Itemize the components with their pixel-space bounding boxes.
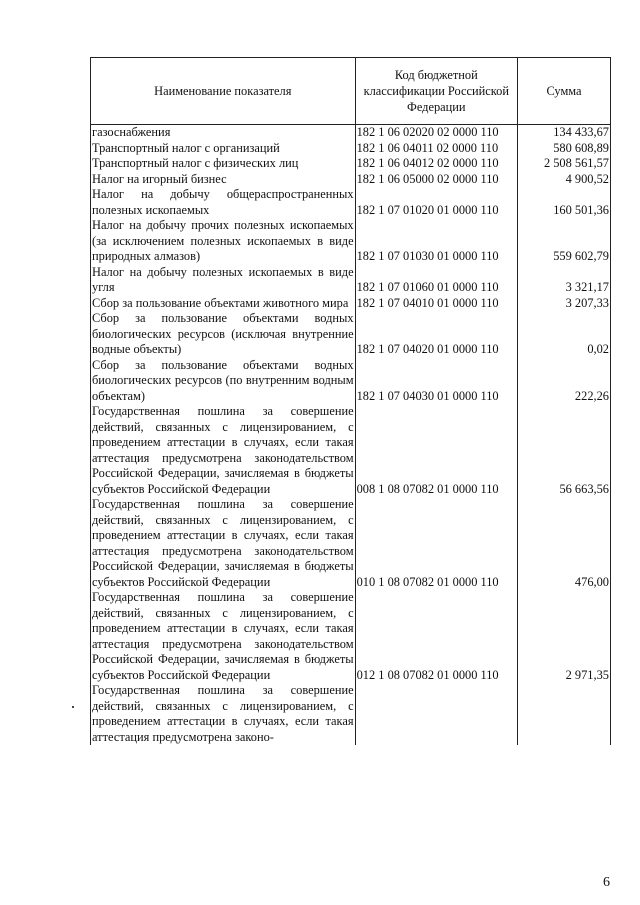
row-sum: 4 900,52 bbox=[518, 172, 611, 188]
row-name: Налог на игорный бизнес bbox=[91, 172, 356, 188]
row-sum: 160 501,36 bbox=[518, 187, 611, 218]
row-code: 182 1 07 04020 01 0000 110 bbox=[355, 311, 517, 358]
row-code bbox=[355, 683, 517, 745]
row-code: 182 1 07 04010 01 0000 110 bbox=[355, 296, 517, 312]
table-row bbox=[91, 497, 611, 590]
table-row bbox=[91, 296, 611, 312]
table-row bbox=[91, 265, 611, 296]
row-sum: 56 663,56 bbox=[518, 404, 611, 497]
table-row bbox=[91, 156, 611, 172]
row-name: Налог на добычу общераспространенных полезных ископаемых bbox=[92, 187, 354, 217]
row-code: 182 1 07 04030 01 0000 110 bbox=[355, 358, 517, 405]
row-code: 182 1 06 02020 02 0000 110 bbox=[355, 125, 517, 141]
row-code: 182 1 06 05000 02 0000 110 bbox=[355, 172, 517, 188]
row-sum: 476,00 bbox=[518, 497, 611, 590]
table-row bbox=[91, 218, 611, 265]
header-name: Наименование показателя bbox=[91, 58, 356, 125]
row-code: 008 1 08 07082 01 0000 110 bbox=[355, 404, 517, 497]
row-sum: 580 608,89 bbox=[518, 141, 611, 157]
budget-revenue-table bbox=[90, 57, 611, 745]
scan-speck bbox=[72, 706, 74, 708]
header-code: Код бюджетной классификации Российской Федерации bbox=[355, 58, 517, 125]
table-row bbox=[91, 404, 611, 497]
row-sum: 222,26 bbox=[518, 358, 611, 405]
table-row bbox=[91, 590, 611, 683]
row-sum: 2 971,35 bbox=[518, 590, 611, 683]
table-header-row bbox=[91, 58, 611, 125]
row-sum: 3 321,17 bbox=[518, 265, 611, 296]
row-sum: 0,02 bbox=[518, 311, 611, 358]
row-name: газоснабжения bbox=[91, 125, 356, 141]
header-sum: Сумма bbox=[518, 58, 611, 125]
page-number: 6 bbox=[603, 875, 610, 890]
table-row bbox=[91, 125, 611, 141]
row-name: Государственная пошлина за совершение действий, связанных с лицензированием, с проведением аттестации в случаях, если такая аттестация предусмотрена законодательством Российской Федерации, зачисляемая в бюджеты субъектов Российской Федерации bbox=[92, 404, 354, 496]
table-row bbox=[91, 187, 611, 218]
table-row bbox=[91, 358, 611, 405]
row-name: Государственная пошлина за совершение действий, связанных с лицензированием, с проведением аттестации в случаях, если такая аттестация предусмотрена законодательством Российской Федерации, зачисляемая в бюджеты субъектов Российской Федерации bbox=[92, 497, 354, 589]
row-sum: 2 508 561,57 bbox=[518, 156, 611, 172]
table-row bbox=[91, 311, 611, 358]
row-name: Государственная пошлина за совершение действий, связанных с лицензированием, с проведением аттестации в случаях, если такая аттестация предусмотрена законодательством Российской Федерации, зачисляемая в бюджеты субъектов Российской Федерации bbox=[92, 590, 354, 682]
row-name: Транспортный налог с физических лиц bbox=[91, 156, 356, 172]
row-code: 182 1 07 01030 01 0000 110 bbox=[355, 218, 517, 265]
row-code: 182 1 06 04012 02 0000 110 bbox=[355, 156, 517, 172]
row-sum: 3 207,33 bbox=[518, 296, 611, 312]
table-row bbox=[91, 683, 611, 745]
table-row bbox=[91, 172, 611, 188]
row-name: Сбор за пользование объектами водных биологических ресурсов (по внутренним водным объектам) bbox=[92, 357, 354, 403]
row-name: Сбор за пользование объектами животного мира bbox=[91, 296, 356, 312]
row-code: 182 1 07 01060 01 0000 110 bbox=[355, 265, 517, 296]
table-row bbox=[91, 141, 611, 157]
row-sum: 559 602,79 bbox=[518, 218, 611, 265]
row-name: Налог на добычу прочих полезных ископаемых (за исключением полезных ископаемых в виде природных алмазов) bbox=[92, 218, 354, 263]
row-sum: 134 433,67 bbox=[518, 125, 611, 141]
row-code: 012 1 08 07082 01 0000 110 bbox=[355, 590, 517, 683]
row-code: 182 1 07 01020 01 0000 110 bbox=[355, 187, 517, 218]
row-name: Транспортный налог с организаций bbox=[91, 141, 356, 157]
row-name: Налог на добычу полезных ископаемых в виде угля bbox=[92, 264, 354, 294]
row-code: 182 1 06 04011 02 0000 110 bbox=[355, 141, 517, 157]
row-code: 010 1 08 07082 01 0000 110 bbox=[355, 497, 517, 590]
row-sum bbox=[518, 683, 611, 745]
row-name: Сбор за пользование объектами водных биологических ресурсов (исключая внутренние водные объекты) bbox=[92, 311, 354, 356]
row-name: Государственная пошлина за совершение действий, связанных с лицензированием, с проведением аттестации в случаях, если такая аттестация предусмотрена законо- bbox=[92, 683, 354, 744]
